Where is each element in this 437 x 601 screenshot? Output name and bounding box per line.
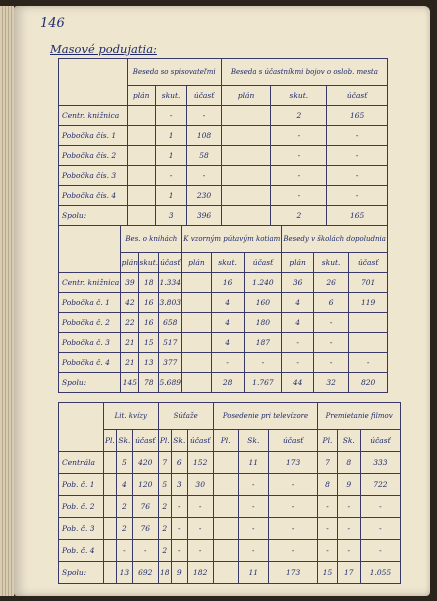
table-cell: 22	[121, 313, 139, 333]
table-cell	[221, 106, 271, 126]
table-row	[59, 126, 388, 146]
table-cell: -	[238, 496, 268, 518]
table-cell: 4	[211, 313, 244, 333]
table-cell: -	[211, 353, 244, 373]
table-cell: 722	[360, 474, 400, 496]
table-cell: 1	[155, 126, 187, 146]
table-row	[59, 206, 388, 226]
table-cell: 26	[313, 273, 348, 293]
page-number: 146	[40, 16, 65, 31]
table-cell	[221, 186, 271, 206]
row-label: Pobočka č. 4	[59, 353, 121, 373]
table-cell: -	[318, 540, 337, 562]
column-header: plán	[182, 253, 211, 273]
table-cell: -	[360, 518, 400, 540]
column-header: účasť	[159, 253, 182, 273]
table-row	[59, 166, 388, 186]
column-header: plán	[127, 86, 155, 106]
table-cell: 3	[155, 206, 187, 226]
header-row	[59, 226, 388, 253]
table-cell: -	[187, 518, 213, 540]
table-cell: 36	[282, 273, 314, 293]
table-cell	[103, 518, 116, 540]
table-cell: 230	[187, 186, 221, 206]
table-cell: 15	[318, 562, 337, 584]
table-cell: 4	[282, 293, 314, 313]
table-cell: -	[268, 540, 317, 562]
table-cell	[127, 106, 155, 126]
table-row	[59, 353, 388, 373]
table-cell: -	[282, 353, 314, 373]
table-cell	[213, 562, 238, 584]
corner-cell	[59, 403, 104, 452]
table-cell	[182, 373, 211, 393]
table-cell: 119	[349, 293, 388, 313]
row-label: Pobočka č. 3	[59, 333, 121, 353]
table-cell: 420	[132, 452, 158, 474]
table-cell: -	[337, 518, 360, 540]
table-cell: -	[171, 518, 187, 540]
table-cell: 58	[187, 146, 221, 166]
table-cell: 4	[116, 474, 132, 496]
table-cell: -	[313, 313, 348, 333]
table-cell: 8	[337, 452, 360, 474]
table-cell	[349, 313, 388, 333]
table-cell: 17	[337, 562, 360, 584]
table-cell: -	[313, 353, 348, 373]
row-label: Pobočka č. 1	[59, 293, 121, 313]
table-row	[59, 496, 401, 518]
table-cell: 7	[158, 452, 171, 474]
table-cell: -	[238, 540, 268, 562]
table-row	[59, 333, 388, 353]
subheader-row	[59, 430, 401, 452]
row-label: Pob. č. 1	[59, 474, 104, 496]
table-cell: 173	[268, 562, 317, 584]
table-cell: 1.055	[360, 562, 400, 584]
column-header: skut.	[271, 86, 327, 106]
table-cell: 182	[187, 562, 213, 584]
table-cell: -	[327, 166, 388, 186]
table-cell: -	[268, 496, 317, 518]
column-header: skut.	[139, 253, 159, 273]
table-row	[59, 452, 401, 474]
row-label: Pob. č. 4	[59, 540, 104, 562]
table-kvizy-sutaze	[58, 402, 401, 584]
table-cell: -	[116, 540, 132, 562]
table-cell: -	[155, 106, 187, 126]
column-header: Pl.	[158, 430, 171, 452]
table-cell: 160	[244, 293, 282, 313]
table-cell	[182, 333, 211, 353]
table-cell: -	[349, 353, 388, 373]
table-cell: 120	[132, 474, 158, 496]
column-header: Sk.	[238, 430, 268, 452]
table-cell: -	[318, 496, 337, 518]
table-cell	[213, 518, 238, 540]
table-cell: -	[337, 496, 360, 518]
table-cell: 5	[116, 452, 132, 474]
table-cell: -	[171, 540, 187, 562]
column-header: plán	[282, 253, 314, 273]
group-header: Lit. kvízy	[103, 403, 158, 430]
table-cell: 15	[139, 333, 159, 353]
table-cell: 4	[211, 293, 244, 313]
column-header: Sk.	[337, 430, 360, 452]
table-cell: 4	[282, 313, 314, 333]
column-header: účasť	[187, 86, 221, 106]
table-cell: -	[360, 496, 400, 518]
row-label: Pobočka čís. 2	[59, 146, 128, 166]
column-header: účasť	[360, 430, 400, 452]
table-cell	[127, 186, 155, 206]
table-cell	[103, 540, 116, 562]
column-header: Pl.	[103, 430, 116, 452]
group-header: Premietanie filmov	[318, 403, 401, 430]
row-label: Pob. č. 2	[59, 496, 104, 518]
row-label: Centr. knižnica	[59, 273, 121, 293]
table-cell: 3	[171, 474, 187, 496]
table-cell: 173	[268, 452, 317, 474]
column-header: skut.	[155, 86, 187, 106]
table-cell: 145	[121, 373, 139, 393]
table-cell: -	[360, 540, 400, 562]
table-cell: 377	[159, 353, 182, 373]
table-cell	[127, 166, 155, 186]
table-cell: -	[271, 146, 327, 166]
table-cell: -	[337, 540, 360, 562]
table-cell: -	[282, 333, 314, 353]
table-cell	[103, 452, 116, 474]
table-cell: -	[327, 126, 388, 146]
column-header: Sk.	[116, 430, 132, 452]
table-cell: 187	[244, 333, 282, 353]
table-cell: 2	[158, 496, 171, 518]
group-header: Súťaže	[158, 403, 213, 430]
table-cell: 13	[139, 353, 159, 373]
column-header: skut.	[211, 253, 244, 273]
table-cell: 1	[155, 146, 187, 166]
table-cell: 3.803	[159, 293, 182, 313]
column-header: plán	[121, 253, 139, 273]
table-cell: 9	[171, 562, 187, 584]
table-cell: 2	[116, 518, 132, 540]
row-label: Spolu:	[59, 562, 104, 584]
table-cell: 1.334	[159, 273, 182, 293]
group-header: Beseda so spisovateľmi	[127, 59, 221, 86]
table-cell: 2	[158, 518, 171, 540]
table-cell: -	[244, 353, 282, 373]
table-cell: 6	[313, 293, 348, 313]
table-cell: -	[238, 474, 268, 496]
table-cell: 396	[187, 206, 221, 226]
column-header: účasť	[187, 430, 213, 452]
table-row	[59, 373, 388, 393]
column-header: plán	[221, 86, 271, 106]
table-cell	[213, 452, 238, 474]
table-cell: 180	[244, 313, 282, 333]
column-header: Pl.	[213, 430, 238, 452]
table-besedy-knihy	[58, 225, 388, 393]
table-cell: 16	[139, 313, 159, 333]
table-cell: 2	[271, 106, 327, 126]
table-row	[59, 540, 401, 562]
table-cell: 39	[121, 273, 139, 293]
table-cell: -	[271, 126, 327, 146]
table-cell: 108	[187, 126, 221, 146]
table-row	[59, 186, 388, 206]
table-cell: -	[155, 166, 187, 186]
table-cell: 165	[327, 106, 388, 126]
table-cell	[182, 353, 211, 373]
corner-cell	[59, 226, 121, 273]
table-cell: -	[327, 146, 388, 166]
table-cell: 42	[121, 293, 139, 313]
corner-cell	[59, 59, 128, 106]
table-cell: 30	[187, 474, 213, 496]
table-cell: 152	[187, 452, 213, 474]
table-cell: 13	[116, 562, 132, 584]
table-cell: 76	[132, 496, 158, 518]
table-cell: 5	[158, 474, 171, 496]
column-header: Pl.	[318, 430, 337, 452]
table-cell: 16	[139, 293, 159, 313]
table-cell	[221, 146, 271, 166]
table-cell: 9	[337, 474, 360, 496]
table-cell: 2	[158, 540, 171, 562]
table-cell: -	[187, 166, 221, 186]
column-header: účasť	[244, 253, 282, 273]
table-cell: -	[271, 186, 327, 206]
table-cell: 820	[349, 373, 388, 393]
row-label: Pobočka čís. 4	[59, 186, 128, 206]
table-cell	[213, 474, 238, 496]
table-cell	[221, 166, 271, 186]
table-cell: 11	[238, 562, 268, 584]
table-cell: -	[268, 518, 317, 540]
table-cell: -	[187, 106, 221, 126]
row-label: Spolu:	[59, 373, 121, 393]
row-label: Centr. knižnica	[59, 106, 128, 126]
table-cell: -	[238, 518, 268, 540]
table-cell: 165	[327, 206, 388, 226]
table-cell: 18	[158, 562, 171, 584]
table-row	[59, 562, 401, 584]
table-cell: 16	[211, 273, 244, 293]
table-cell	[182, 293, 211, 313]
row-label: Pobočka čís. 3	[59, 166, 128, 186]
table-cell: 11	[238, 452, 268, 474]
column-header: Sk.	[171, 430, 187, 452]
table-cell	[103, 474, 116, 496]
table-cell: 2	[116, 496, 132, 518]
table-row	[59, 293, 388, 313]
row-label: Pobočka č. 2	[59, 313, 121, 333]
table-cell	[103, 562, 116, 584]
table-row	[59, 313, 388, 333]
header-row	[59, 59, 388, 86]
table-row	[59, 474, 401, 496]
table-cell	[221, 206, 271, 226]
table-cell: 5.689	[159, 373, 182, 393]
table-cell: -	[318, 518, 337, 540]
table-cell: 1	[155, 186, 187, 206]
table-cell: -	[271, 166, 327, 186]
row-label: Pob. č. 3	[59, 518, 104, 540]
column-header: účasť	[327, 86, 388, 106]
table-cell: 692	[132, 562, 158, 584]
table-cell	[213, 496, 238, 518]
header-row	[59, 403, 401, 430]
group-header: Posedenie pri televízore	[213, 403, 318, 430]
section-title: Masové podujatia:	[50, 42, 157, 56]
table-cell	[349, 333, 388, 353]
table-cell: 658	[159, 313, 182, 333]
table-cell: 2	[271, 206, 327, 226]
table-row	[59, 273, 388, 293]
group-header: K vzorným pútavým kotiam	[182, 226, 282, 253]
table-cell: 28	[211, 373, 244, 393]
table-cell	[221, 126, 271, 146]
column-header: skut.	[313, 253, 348, 273]
table-cell	[127, 206, 155, 226]
column-header: účasť	[132, 430, 158, 452]
table-cell: 21	[121, 353, 139, 373]
table-cell: 18	[139, 273, 159, 293]
table-cell	[182, 273, 211, 293]
table-cell	[127, 146, 155, 166]
table-cell: 8	[318, 474, 337, 496]
table-cell	[213, 540, 238, 562]
table-row	[59, 106, 388, 126]
table-cell: 517	[159, 333, 182, 353]
table-cell	[182, 313, 211, 333]
table-cell	[103, 496, 116, 518]
table-cell	[127, 126, 155, 146]
table-cell: 1.767	[244, 373, 282, 393]
row-label: Centrála	[59, 452, 104, 474]
row-label: Pobočka čís. 1	[59, 126, 128, 146]
table-cell: 32	[313, 373, 348, 393]
table-cell: 333	[360, 452, 400, 474]
table-cell: -	[313, 333, 348, 353]
table-besedy	[58, 58, 388, 226]
row-label: Spolu:	[59, 206, 128, 226]
table-cell: 6	[171, 452, 187, 474]
table-cell: -	[268, 474, 317, 496]
table-row	[59, 146, 388, 166]
table-cell: 1.240	[244, 273, 282, 293]
group-header: Beseda s účastníkmi bojov o oslob. mesta	[221, 59, 387, 86]
table-cell: 78	[139, 373, 159, 393]
table-cell: 44	[282, 373, 314, 393]
table-cell: 76	[132, 518, 158, 540]
table-cell: 4	[211, 333, 244, 353]
group-header: Bes. o knihách	[121, 226, 182, 253]
column-header: účasť	[268, 430, 317, 452]
table-row	[59, 518, 401, 540]
page-edge	[0, 6, 14, 596]
table-cell: -	[187, 540, 213, 562]
table-cell: -	[187, 496, 213, 518]
group-header: Besedy v školách dopoludnia	[282, 226, 388, 253]
table-cell: 701	[349, 273, 388, 293]
table-cell: 7	[318, 452, 337, 474]
table-cell: -	[132, 540, 158, 562]
table-cell: -	[327, 186, 388, 206]
column-header: účasť	[349, 253, 388, 273]
table-cell: 21	[121, 333, 139, 353]
table-cell: -	[171, 496, 187, 518]
